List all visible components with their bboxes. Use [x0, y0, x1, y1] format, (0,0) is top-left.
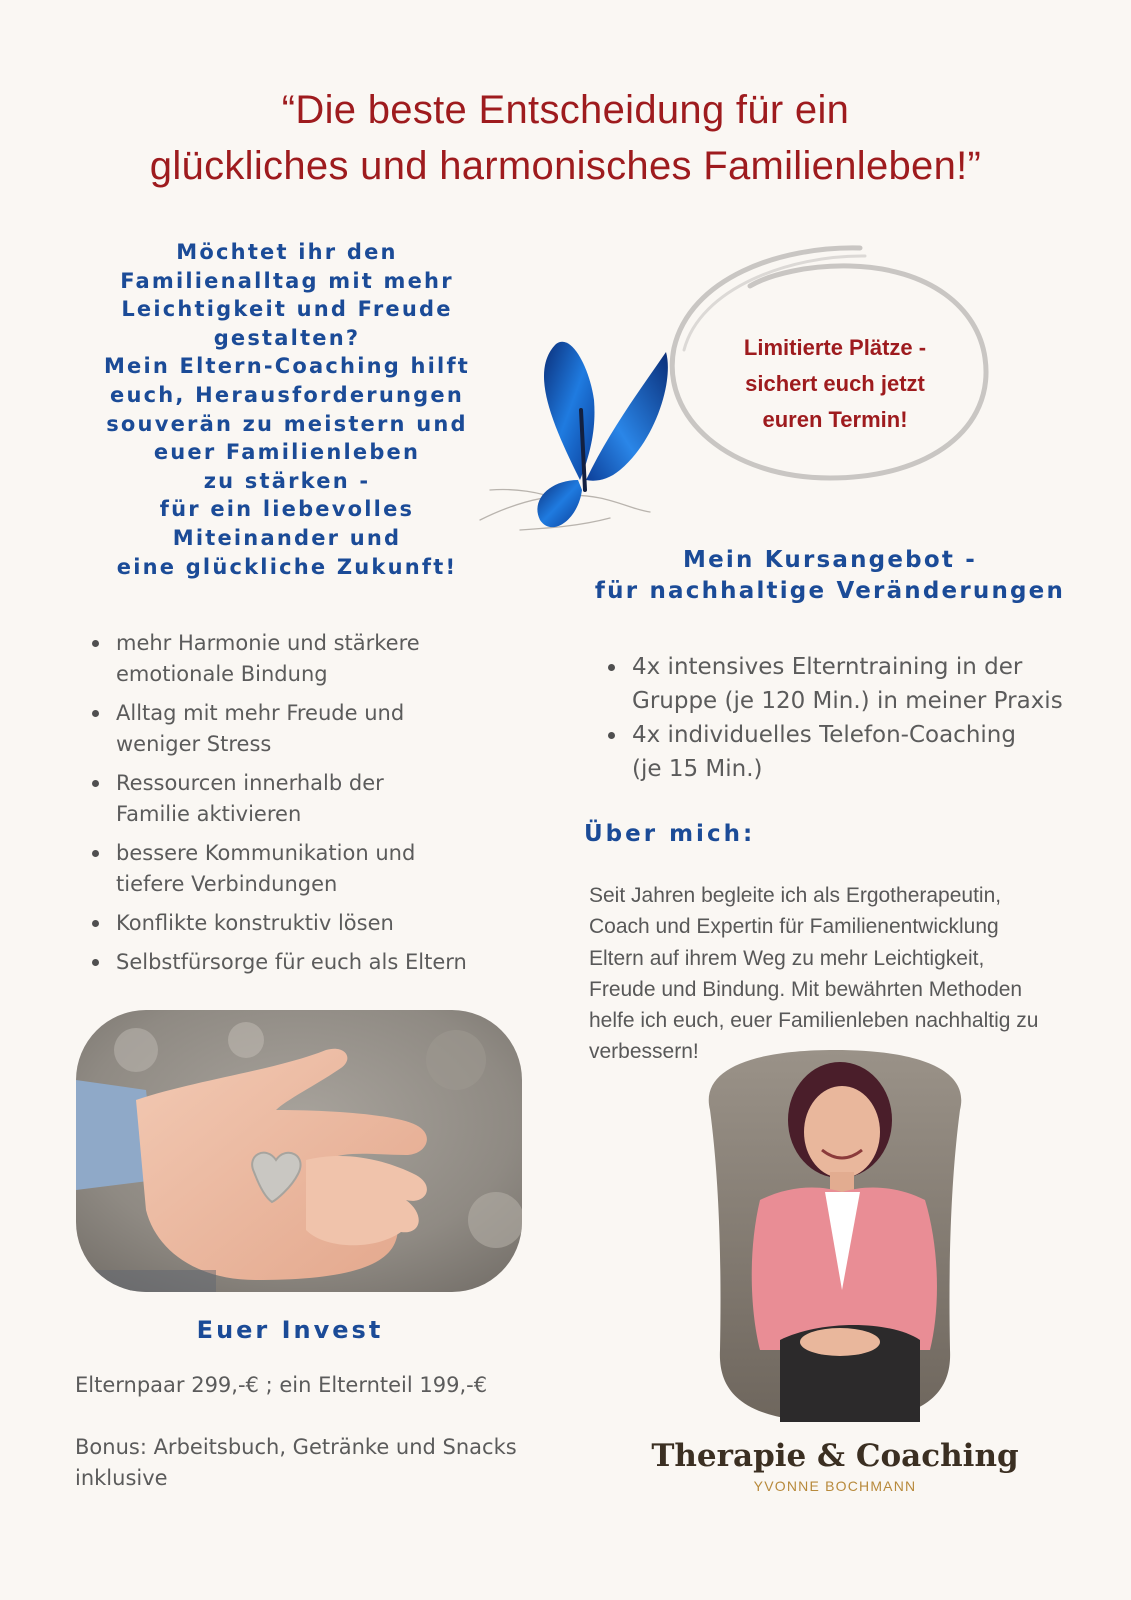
intro-line: für ein liebevolles	[159, 497, 415, 522]
intro-line: gestalten?	[213, 325, 361, 350]
about-me-text	[589, 880, 1109, 1068]
intro-line: euch, Herausforderungen	[110, 382, 464, 407]
intro-line: euer Familienleben	[153, 440, 421, 465]
course-title-line-1: Mein Kursangebot -	[683, 547, 977, 573]
intro-line: Möchtet ihr den	[176, 240, 398, 264]
portrait-photo	[690, 1050, 980, 1422]
page-headline	[60, 82, 1071, 194]
list-item: bessere Kommunikation und tiefere Verbindungen	[80, 838, 550, 900]
limited-line: Limitierte Plätze -	[743, 335, 927, 360]
about-line: Coach und Expertin für Familienentwicklung	[589, 915, 999, 939]
list-item: 4x intensives Elterntraining in der Gruppe (je 120 Min.) in meiner Praxis	[596, 650, 1106, 718]
intro-line: Miteinander und	[172, 525, 402, 550]
intro-line: eine glückliche Zukunft!	[116, 554, 458, 579]
about-line: Freude und Bindung. Mit bewährten Methoden	[589, 977, 1023, 1001]
headline-line-2: glückliches und harmonisches Familienleben!”	[149, 144, 982, 188]
intro-line: Familienalltag mit mehr	[120, 268, 454, 293]
hands-heart-stone-photo	[76, 1010, 522, 1292]
list-item: 4x individuelles Telefon-Coaching (je 15 Min.)	[596, 718, 1106, 786]
benefits-list	[80, 628, 550, 986]
butterfly-illustration-icon	[460, 330, 700, 560]
limited-spots-callout	[690, 330, 980, 438]
limited-line: euren Termin!	[762, 407, 908, 432]
about-line: verbessern!	[589, 1040, 699, 1064]
intro-line: zu stärken -	[203, 468, 371, 493]
headline-line-1: “Die beste Entscheidung für ein	[281, 88, 850, 132]
list-item: mehr Harmonie und stärkere emotionale Bindung	[80, 628, 550, 690]
bonus-line-1: Bonus: Arbeitsbuch, Getränke und Snacks	[75, 1435, 517, 1459]
limited-line: sichert euch jetzt	[745, 371, 925, 396]
list-item: Selbstfürsorge für euch als Eltern	[80, 947, 550, 978]
about-line: Seit Jahren begleite ich als Ergotherapeutin,	[589, 884, 1002, 907]
course-offer-title	[570, 545, 1090, 607]
course-items-list	[596, 650, 1106, 786]
intro-line: Mein Eltern-Coaching hilft	[103, 354, 471, 379]
brand-logo-name: Therapie & Coaching	[651, 1438, 1019, 1474]
list-item: Ressourcen innerhalb der Familie aktivieren	[80, 768, 550, 830]
about-line: helfe ich euch, euer Familienleben nachhaltig zu	[589, 1009, 1039, 1033]
bonus-line-2: inklusive	[75, 1466, 168, 1490]
list-item: Alltag mit mehr Freude und weniger Stress	[80, 698, 550, 760]
intro-text	[92, 238, 482, 581]
intro-line: Leichtigkeit und Freude	[121, 297, 453, 322]
price-text: Elternpaar 299,-€ ; ein Elternteil 199,-€	[75, 1373, 488, 1397]
bonus-text	[75, 1432, 595, 1494]
about-line: Eltern auf ihrem Weg zu mehr Leichtigkeit,	[589, 946, 985, 970]
list-item: Konflikte konstruktiv lösen	[80, 908, 550, 939]
intro-line: souverän zu meistern und	[106, 411, 468, 436]
about-me-title: Über mich:	[584, 821, 756, 847]
brand-owner-name: YVONNE BOCHMANN	[753, 1478, 917, 1494]
invest-title: Euer Invest	[196, 1316, 384, 1344]
hands-photo-illustration	[76, 1010, 522, 1292]
course-title-line-2: für nachhaltige Veränderungen	[594, 578, 1066, 604]
